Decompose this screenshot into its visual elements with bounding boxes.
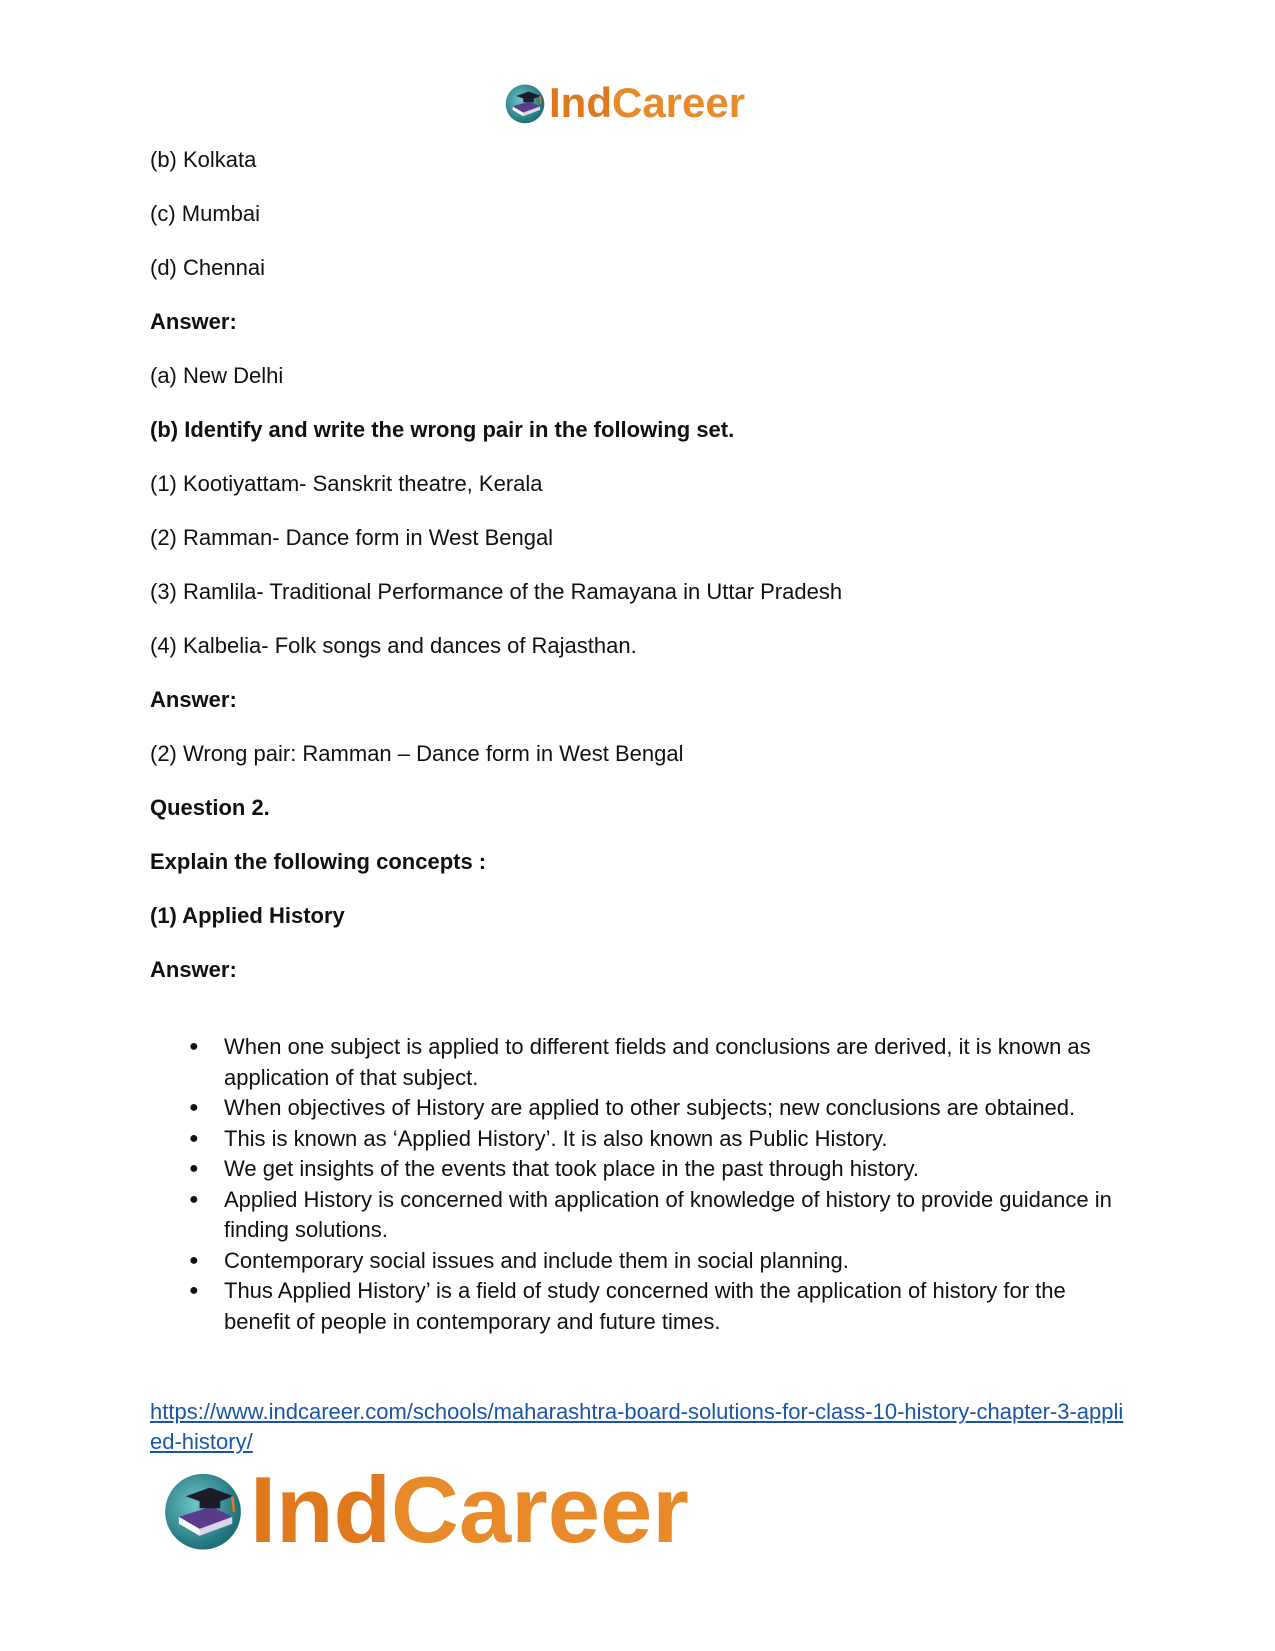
- pair-2: (2) Ramman- Dance form in West Bengal: [150, 525, 554, 550]
- list-item: [150, 1185, 1130, 1246]
- logo-text-ind: Ind: [549, 79, 612, 126]
- source-link[interactable]: https://www.indcareer.com/schools/maharashtra-board-solutions-for-class-10-history-chapter-3-applied-history/: [150, 1399, 1124, 1454]
- answer-label-3: Answer:: [150, 957, 237, 982]
- header-logo-text: [549, 79, 746, 126]
- answer-bullet-list: [150, 1032, 1130, 1337]
- answer-label-2: Answer:: [150, 687, 237, 712]
- graduation-book-globe-icon: [503, 81, 547, 125]
- bullet-dot: ●: [189, 1129, 199, 1147]
- bullet-dot: ●: [189, 1190, 199, 1208]
- question-b-heading: (b) Identify and write the wrong pair in the following set.: [150, 417, 735, 442]
- answer-text-1: (a) New Delhi: [150, 363, 284, 388]
- graduation-book-globe-icon: [160, 1467, 246, 1553]
- logo-text-ind: Ind: [250, 1457, 391, 1562]
- pair-1: (1) Kootiyattam- Sanskrit theatre, Kerala: [150, 471, 543, 496]
- bullet-dot: ●: [189, 1160, 199, 1177]
- list-item: [150, 1154, 1130, 1185]
- list-item: [150, 1246, 1130, 1277]
- explain-heading: Explain the following concepts :: [150, 849, 487, 874]
- bullet-dot: ●: [189, 1282, 199, 1299]
- bullet-text: Contemporary social issues and include them in social planning.: [224, 1247, 849, 1273]
- question-2-heading: Question 2.: [150, 795, 270, 820]
- option-c: (c) Mumbai: [150, 201, 261, 226]
- applied-history-heading: (1) Applied History: [150, 903, 345, 928]
- bullet-dot: ●: [189, 1038, 199, 1055]
- list-item: [150, 1093, 1130, 1124]
- option-d: (d) Chennai: [150, 255, 265, 280]
- list-item: [150, 1276, 1130, 1337]
- header-logo: [503, 78, 745, 128]
- bullet-text: When one subject is applied to different fields and conclusions are derived, it is known as application of that subject.: [224, 1034, 1091, 1090]
- list-item: [150, 1124, 1130, 1155]
- option-b: (b) Kolkata: [150, 147, 257, 172]
- bullet-dot: ●: [189, 1251, 199, 1269]
- pair-3: (3) Ramlila- Traditional Performance of the Ramayana in Uttar Pradesh: [150, 579, 843, 604]
- footer-logo-text: [250, 1457, 689, 1562]
- bullet-text: We get insights of the events that took place in the past through history.: [224, 1156, 920, 1181]
- bullet-text: Applied History is concerned with application of knowledge of history to provide guidance in finding solutions.: [224, 1186, 1112, 1242]
- logo-text-career: Career: [611, 79, 746, 126]
- bullet-text: This is known as ‘Applied History’. It is also known as Public History.: [224, 1125, 888, 1151]
- answer-text-2: (2) Wrong pair: Ramman – Dance form in West Bengal: [150, 741, 684, 766]
- footer-logo: [160, 1457, 689, 1562]
- bullet-text: Thus Applied History’ is a field of study concerned with the application of history for the benefit of people in contemporary and future times.: [224, 1278, 1066, 1334]
- logo-text-career: Career: [390, 1457, 689, 1562]
- pair-4: (4) Kalbelia- Folk songs and dances of Rajasthan.: [150, 633, 637, 658]
- bullet-dot: ●: [189, 1099, 199, 1116]
- bullet-text: When objectives of History are applied to other subjects; new conclusions are obtained.: [224, 1095, 1076, 1120]
- list-item: [150, 1032, 1130, 1093]
- answer-label-1: Answer:: [150, 309, 237, 334]
